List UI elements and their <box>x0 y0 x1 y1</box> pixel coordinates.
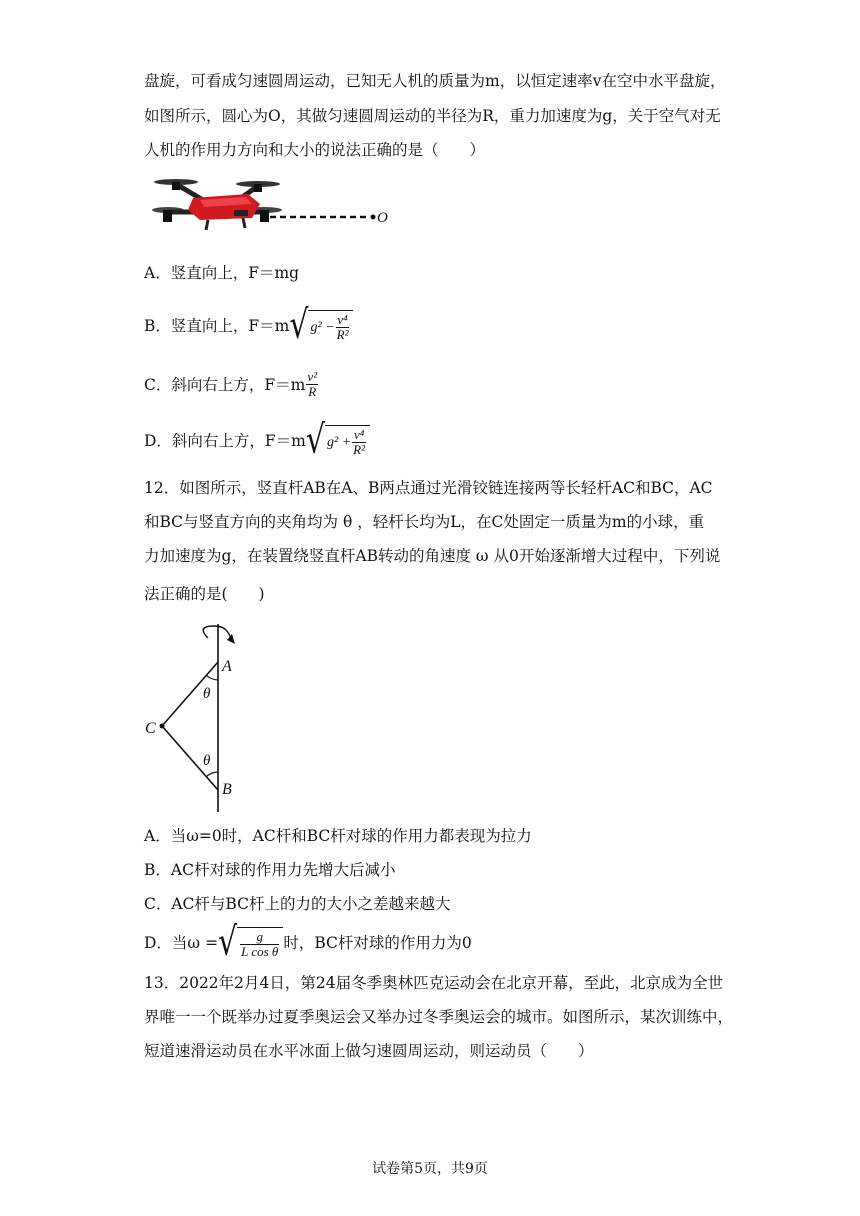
q12-option-c: C．AC杆与BC杆上的力的大小之差越来越大 <box>144 895 451 913</box>
q13-stem-line-3: 短道速滑运动员在水平冰面上做匀速圆周运动，则运动员（ ） <box>144 1042 594 1060</box>
q12-option-d-den: L cos θ <box>241 944 279 959</box>
q11-option-d-num: v⁴ <box>353 427 365 442</box>
q11-stem-line-1: 盘旋，可看成匀速圆周运动，已知无人机的质量为m，以恒定速率v在空中水平盘旋， <box>144 72 726 90</box>
q11-option-c <box>144 370 319 399</box>
label-theta-bottom: θ <box>203 753 211 769</box>
q11-option-b-num: v⁴ <box>337 312 348 327</box>
q11-option-d-inside: g² + <box>327 434 352 450</box>
q11-option-d-prefix: D．斜向右上方，F＝m <box>144 432 306 450</box>
q11-option-a: A．竖直向上，F＝mg <box>144 264 300 282</box>
q11-option-d-sqrt: √ g² + $\frac{\text{v⁴}}{\text{R²}}$ <box>306 425 370 457</box>
label-theta-top: θ <box>203 686 211 702</box>
q11-option-b <box>144 302 353 349</box>
ball-c <box>160 724 165 729</box>
q11-option-c-prefix: C．斜向右上方，F＝m <box>144 375 306 394</box>
q11-option-b-sqrt: √ g² − $\frac{\text{v⁴}}{\text{R²}}$ <box>289 310 353 342</box>
q11-stem-line-3: 人机的作用力方向和大小的说法正确的是（ ） <box>144 141 486 159</box>
q12-option-d-num: g <box>240 930 279 945</box>
q11-option-b-den: R² <box>336 327 349 342</box>
q12-option-b: B．AC杆对球的作用力先增大后减小 <box>144 861 396 879</box>
drone-icon <box>152 179 282 230</box>
q13-stem-line-1: 13．2022年2月4日，第24届冬季奥林匹克运动会在北京开幕，至此，北京成为全世 <box>144 974 724 992</box>
q11-option-c-den: R <box>308 384 317 399</box>
center-label-o: O <box>377 210 388 226</box>
q11-option-c-num: v² <box>307 369 317 384</box>
q11-option-b-prefix: B．竖直向上，F＝m <box>144 317 290 335</box>
label-c: C <box>145 720 156 737</box>
q12-option-a: A．当ω=0时，AC杆和BC杆对球的作用力都表现为拉力 <box>144 827 532 845</box>
q13-stem-line-2: 界唯一一个既举办过夏季奥运会又举办过冬季奥运会的城市。如图所示，某次训练中， <box>144 1008 734 1026</box>
label-a: A <box>222 658 232 675</box>
label-b: B <box>222 781 232 798</box>
q11-stem-line-2: 如图所示，圆心为O，其做匀速圆周运动的半径为R，重力加速度为g，关于空气对无 <box>144 107 721 125</box>
rod-diagram <box>140 622 250 814</box>
q12-option-d-prefix: D．当ω = <box>144 934 218 952</box>
drone-figure <box>148 170 398 242</box>
q12-stem-line-3: 力加速度为g，在装置绕竖直杆AB转动的角速度 ω 从0开始逐渐增大过程中，下列说 <box>144 547 721 565</box>
q11-option-d <box>144 417 370 464</box>
q11-option-b-inside: g² − <box>310 319 335 335</box>
q12-option-d-suffix: 时，BC杆对球的作用力为0 <box>283 934 472 952</box>
q12-stem-line-2: 和BC与竖直方向的夹角均为 θ ，轻杆长均为L，在C处固定一质量为m的小球，重 <box>144 513 705 531</box>
page-footer: 试卷第5页，共9页 <box>372 1161 488 1177</box>
q12-option-d <box>144 919 472 966</box>
q12-option-d-sqrt: √ $\frac{g}{\text{L cos θ}}$ <box>218 927 283 959</box>
q12-stem-line-1: 12．如图所示，竖直杆AB在A、B两点通过光滑铰链连接两等长轻杆AC和BC，AC <box>144 479 713 497</box>
q12-stem-line-4: 法正确的是( ) <box>144 585 265 603</box>
q11-option-d-den: R² <box>353 442 366 457</box>
center-point <box>371 215 376 220</box>
